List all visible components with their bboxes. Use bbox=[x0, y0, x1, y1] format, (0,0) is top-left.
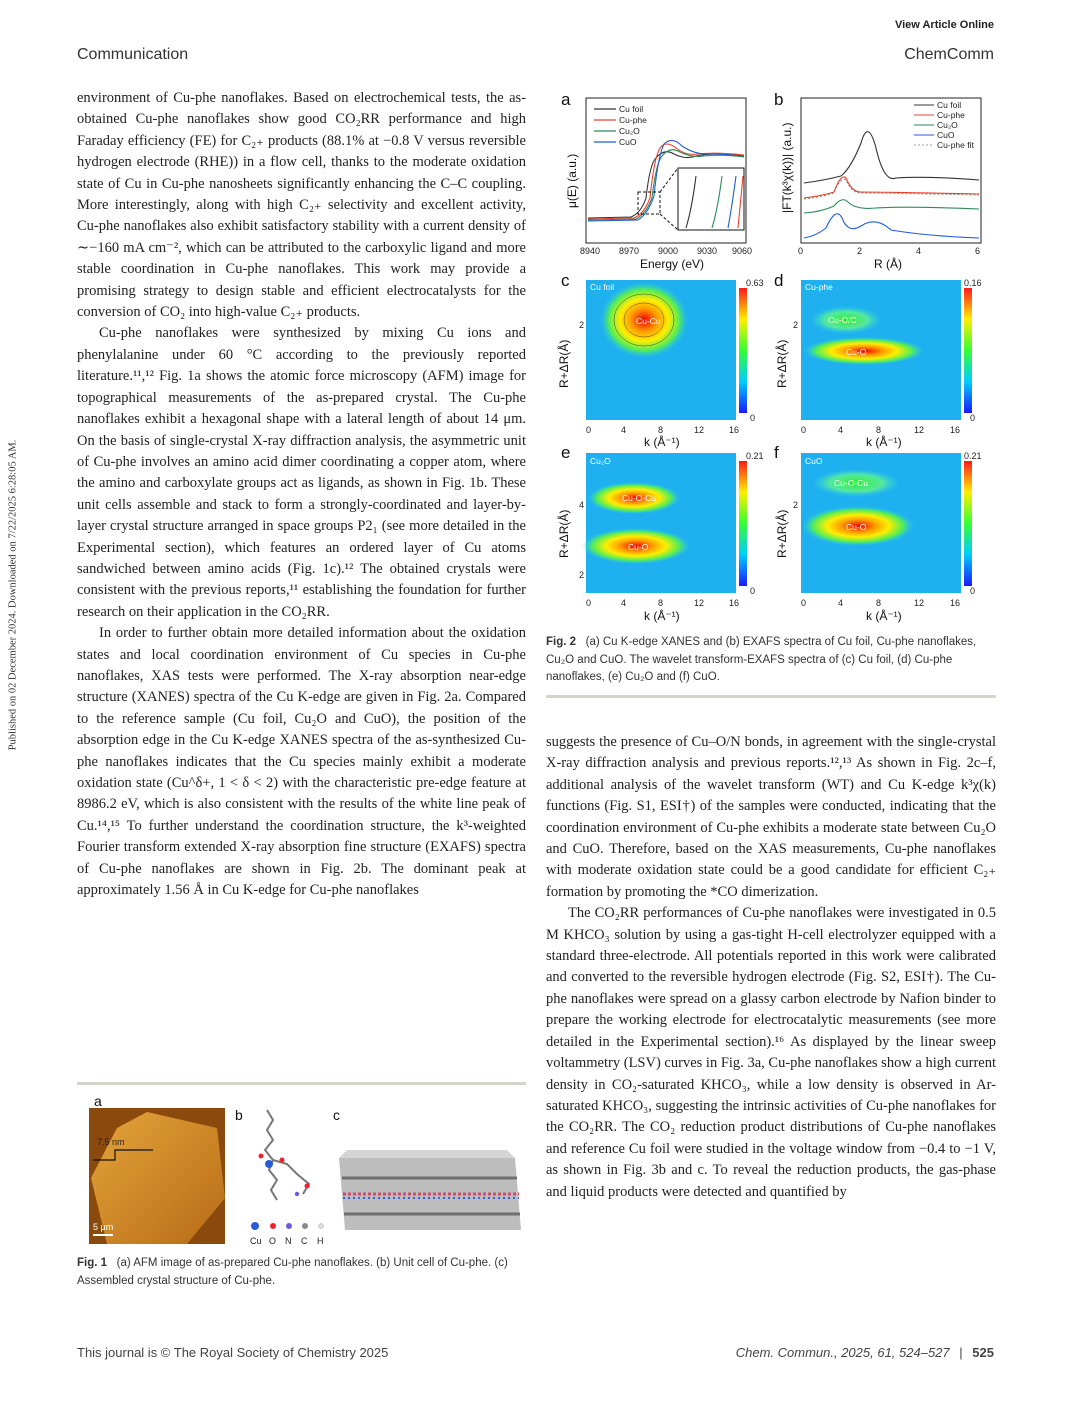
svg-text:4: 4 bbox=[621, 598, 627, 608]
zoom-box bbox=[638, 192, 660, 214]
svg-text:R+ΔR(Å): R+ΔR(Å) bbox=[775, 509, 789, 558]
svg-text:0.21: 0.21 bbox=[964, 451, 982, 461]
atom-legend bbox=[250, 1222, 324, 1246]
paragraph: In order to further obtain more detailed information about the oxidation states and local coordination environment of Cu species in Cu-phe nanoflakes, XAS tests were performed. The X-ray absorption near-edge structure (XANES) spectra of the Cu K-edge are given in Fig. 2a. Compared to the reference sample (Cu foil, Cu₂O and CuO), the position of the absorption edge in the Cu K-edge XANES spectra of the as-synthesized Cu-phe nanoflakes indicates that the Cu species mainly exhibit a moderate oxidation state (Cu^δ+, 1 < δ < 2) with the characteristic pre-edge feature at 8986.2 eV, which is also consistent with the results of the white line peak of Cu.¹⁴,¹⁵ To further understand the coordination structure, the k³-weighted Fourier transform extended X-ray absorption fine structure (EXAFS) spectra of Cu-phe nanoflakes are shown in Fig. 2b. The dominant peak at approximately 1.56 Å in Cu K-edge for Cu-phe nanoflakes bbox=[77, 625, 526, 899]
svg-text:9060: 9060 bbox=[732, 246, 753, 256]
panel-letter-a: a bbox=[561, 90, 571, 109]
svg-text:16: 16 bbox=[729, 425, 740, 435]
colorbar-d bbox=[964, 288, 972, 413]
svg-text:0: 0 bbox=[586, 425, 592, 435]
wt-d-peak-1: Cu-O/C bbox=[828, 315, 857, 325]
svg-text:12: 12 bbox=[694, 425, 705, 435]
legend-cuo: CuO bbox=[619, 137, 637, 147]
colorbar-e bbox=[739, 461, 747, 586]
svg-text:k (Å⁻¹): k (Å⁻¹) bbox=[866, 435, 902, 449]
figure-1 bbox=[77, 1098, 526, 1250]
svg-text:0: 0 bbox=[798, 246, 804, 256]
svg-text:Cu-phe fit: Cu-phe fit bbox=[937, 140, 974, 150]
svg-text:Cu-phe: Cu-phe bbox=[937, 110, 965, 120]
legend-cu2o: Cu₂O bbox=[619, 126, 640, 136]
svg-text:0.21: 0.21 bbox=[746, 451, 764, 461]
panel-b-ylabel: |FT(k³χ(k))| (a.u.) bbox=[780, 122, 794, 213]
view-article-online-link[interactable]: View Article Online bbox=[894, 19, 994, 31]
svg-text:4: 4 bbox=[579, 500, 585, 510]
wt-f-peak-1: Cu-O-Cu bbox=[834, 478, 869, 488]
crystal-stack bbox=[339, 1150, 521, 1230]
wt-f-peak-2: Cu-O bbox=[846, 522, 867, 532]
panel-b-legend bbox=[914, 100, 974, 150]
wt-c-sample: Cu foil bbox=[590, 282, 615, 292]
wt-d-peak-2: Cu-O bbox=[846, 347, 867, 357]
svg-text:0: 0 bbox=[970, 586, 976, 596]
svg-text:k (Å⁻¹): k (Å⁻¹) bbox=[866, 609, 902, 623]
svg-text:8940: 8940 bbox=[580, 246, 601, 256]
figure-1-rule bbox=[77, 1082, 526, 1085]
fig1-letter-b: b bbox=[235, 1107, 243, 1123]
left-column bbox=[77, 88, 526, 901]
svg-text:C: C bbox=[301, 1236, 308, 1246]
figure-1-caption-text: (a) AFM image of as-prepared Cu-phe nanoflakes. (b) Unit cell of Cu-phe. (c) Assembled crystal structure of Cu-phe. bbox=[77, 1257, 508, 1287]
panel-a-xlabel: Energy (eV) bbox=[640, 257, 705, 271]
panel-letter-c: c bbox=[561, 271, 570, 290]
svg-text:0: 0 bbox=[750, 586, 756, 596]
svg-text:R+ΔR(Å): R+ΔR(Å) bbox=[557, 339, 571, 388]
svg-text:CuO: CuO bbox=[937, 130, 955, 140]
svg-text:0.16: 0.16 bbox=[964, 278, 982, 288]
panel-b-xticks bbox=[798, 246, 980, 256]
svg-text:12: 12 bbox=[914, 425, 925, 435]
journal-citation: Chem. Commun., 2025, 61, 524–527 bbox=[735, 1345, 950, 1360]
paragraph: The CO₂RR performances of Cu-phe nanoflakes were investigated in 0.5 M KHCO₃ solution by using a gas-tight H-cell electrolyzer equipped with a standard three-electrode. All potentials reported in this work were calibrated and converted to the reversible hydrogen electrode (Fig. S2, ESI†). The Cu-phe nanoflakes were spread on a glassy carbon electrode by Nafion binder to prepare the working electrode for electrocatalytic measurements (see more detailed in the Experimental section).¹⁶ As displayed by the linear sweep voltammetry (LSV) curves in Fig. 3a, Cu-phe nanoflakes show a high current density in CO₂-saturated KHCO₃, while a low density is observed in Ar-saturated KHCO₃, suggesting the intrinsic activities of Cu-phe nanoflakes for the CO₂RR. The CO₂ reduction product distributions of Cu-phe nanoflakes and reference Cu foil were studied in the voltage window from −0.4 to −1 V, as shown in Fig. 3b and c. To reveal the reduction products, the gas-phase and liquid products were detected and quantified by bbox=[546, 905, 996, 1200]
figure-2-caption bbox=[546, 634, 996, 687]
svg-text:H: H bbox=[317, 1236, 324, 1246]
svg-text:16: 16 bbox=[950, 598, 961, 608]
svg-text:16: 16 bbox=[729, 598, 740, 608]
paragraph: Cu-phe nanoflakes were synthesized by mixing Cu ions and phenylalanine under 60 °C according to the previously reported literature.¹¹,¹² Fig. 1a shows the atomic force microscopy (AFM) image for topographical measurements of the as-prepared crystal. The Cu-phe nanoflakes exhibit a hexagonal shape with a lateral length of about 14 μm. On the basis of single-crystal X-ray diffraction analysis, the asymmetric unit of Cu-phe involves an amino acid dimer coordinating a copper atom, where the amino and carboxylate groups act as ligands, as shown in Fig. 1b. These unit cells assemble and stack to form a strongly-coordinated and layer-by-layer crystal structure arranged in space groups P2₁ (see more detailed in the Experimental section), which features an ordered layer of Cu atoms sandwiched between amino acids (Fig. 1c).¹² The obtained crystals were consistent with the previous reports,¹¹ establishing the foundation for further research on their application in the CO₂RR. bbox=[77, 325, 526, 620]
svg-text:9030: 9030 bbox=[697, 246, 718, 256]
svg-text:2: 2 bbox=[793, 500, 799, 510]
paragraph: environment of Cu-phe nanoflakes. Based on electrochemical tests, the as-obtained Cu-phe nanoflakes show good CO₂RR performance and high Faraday efficiency (FE) for C₂₊ products (88.1% at −0.8 V versus reversible hydrogen electrode (RHE)) in a flow cell, thanks to the moderate oxidation state of Cu in Cu-phe nanosheets significantly enhancing the C–C coupling. More interestingly, along with high C₂₊ selectivity and excellent activity, Cu-phe nanoflakes also exhibit satisfactory stability with a current density of ∼−160 mA cm⁻², which can be attributed to the carboxylic ligand and more stable coordination in Cu-phe nanoflakes. This work may provide a promising strategy to design stable and efficient electrocatalysts for the conversion of CO₂ into high-value C₂₊ products. bbox=[77, 90, 526, 321]
panel-a-xticks bbox=[580, 246, 752, 256]
citation-footer: Chem. Commun., 2025, 61, 524–527 | 525 bbox=[735, 1345, 994, 1360]
fig1-letter-c: c bbox=[333, 1107, 340, 1123]
svg-text:0: 0 bbox=[801, 425, 807, 435]
svg-text:16: 16 bbox=[950, 425, 961, 435]
svg-text:k (Å⁻¹): k (Å⁻¹) bbox=[644, 435, 680, 449]
wt-e-peak-1: Cu-O-Cu bbox=[622, 493, 657, 503]
page-number: 525 bbox=[972, 1345, 994, 1360]
svg-text:2: 2 bbox=[857, 246, 863, 256]
svg-text:k (Å⁻¹): k (Å⁻¹) bbox=[644, 609, 680, 623]
svg-text:2: 2 bbox=[579, 570, 585, 580]
svg-text:0: 0 bbox=[586, 598, 592, 608]
legend-cu-foil: Cu foil bbox=[619, 104, 644, 114]
panel-a-ylabel: μ(E) (a.u.) bbox=[565, 153, 579, 208]
svg-text:Cu foil: Cu foil bbox=[937, 100, 962, 110]
svg-text:Cu₂O: Cu₂O bbox=[937, 120, 958, 130]
panel-b-xlabel: R (Å) bbox=[874, 257, 902, 271]
svg-text:N: N bbox=[285, 1236, 292, 1246]
margin-note-text: Published on 02 December 2024. Downloaded on 7/22/2025 6:28:05 AM. bbox=[7, 439, 19, 751]
afm-scale-label: 5 μm bbox=[93, 1222, 114, 1232]
figure-2-rule bbox=[546, 695, 996, 698]
svg-text:0: 0 bbox=[801, 598, 807, 608]
svg-text:4: 4 bbox=[621, 425, 627, 435]
figure-2-caption-text: (a) Cu K-edge XANES and (b) EXAFS spectra of Cu foil, Cu-phe nanoflakes, Cu₂O and CuO. The wavelet transform-EXAFS spectra of (c) Cu foil, (d) Cu-phe nanoflakes, (e) Cu₂O and (f) CuO. bbox=[546, 636, 977, 683]
section-label: Communication bbox=[77, 46, 189, 63]
svg-text:R+ΔR(Å): R+ΔR(Å) bbox=[775, 339, 789, 388]
svg-text:O: O bbox=[269, 1236, 277, 1246]
colorbar-f bbox=[964, 461, 972, 586]
svg-text:9000: 9000 bbox=[658, 246, 679, 256]
panel-letter-b: b bbox=[774, 90, 784, 109]
svg-text:0.63: 0.63 bbox=[746, 278, 764, 288]
svg-text:4: 4 bbox=[916, 246, 922, 256]
svg-text:12: 12 bbox=[694, 598, 705, 608]
svg-text:8: 8 bbox=[658, 598, 664, 608]
figure-1-label: Fig. 1 bbox=[77, 1257, 108, 1269]
figure-2 bbox=[546, 88, 996, 626]
svg-text:6: 6 bbox=[975, 246, 981, 256]
figure-2-label: Fig. 2 bbox=[546, 636, 577, 648]
unit-cell-structure bbox=[265, 1110, 309, 1200]
panel-letter-e: e bbox=[561, 443, 571, 462]
svg-text:12: 12 bbox=[914, 598, 925, 608]
svg-text:2: 2 bbox=[579, 320, 585, 330]
wt-map-e bbox=[586, 453, 736, 593]
paragraph: suggests the presence of Cu–O/N bonds, in agreement with the single-crystal X-ray diffraction analysis and previous reports.¹²,¹³ As shown in Fig. 2c–f, additional analysis of the wavelet transform (WT) and Cu K-edge k³χ(k) functions (Fig. S1, ESI†) of the samples were conducted, indicating that the coordination environment of Cu-phe exhibits a moderate state between Cu₂O and CuO. Therefore, based on the XAS measurements, Cu-phe nanoflakes with moderate oxidation state could be a good candidate for efficient C₂₊ formation by promoting the *CO dimerization. bbox=[546, 734, 996, 900]
svg-text:8: 8 bbox=[658, 425, 664, 435]
wt-d-sample: Cu-phe bbox=[805, 282, 833, 292]
svg-text:8: 8 bbox=[876, 425, 882, 435]
wt-e-peak-2: Cu-O bbox=[628, 542, 649, 552]
journal-name: ChemComm bbox=[904, 46, 994, 63]
panel-a-legend bbox=[594, 104, 647, 147]
fig1-letter-a: a bbox=[94, 1098, 102, 1109]
svg-text:4: 4 bbox=[838, 598, 844, 608]
svg-text:4: 4 bbox=[838, 425, 844, 435]
copyright-footer: This journal is © The Royal Society of Chemistry 2025 bbox=[77, 1345, 389, 1360]
svg-text:0: 0 bbox=[750, 413, 756, 423]
legend-cu-phe: Cu-phe bbox=[619, 115, 647, 125]
svg-text:Cu: Cu bbox=[250, 1236, 262, 1246]
panel-letter-d: d bbox=[774, 271, 784, 290]
svg-text:0: 0 bbox=[970, 413, 976, 423]
wt-f-sample: CuO bbox=[805, 456, 823, 466]
wt-c-peak: Cu-Cu bbox=[636, 316, 661, 326]
publication-margin-note bbox=[4, 380, 22, 810]
afm-height-label: 7.5 nm bbox=[97, 1137, 125, 1147]
svg-text:2: 2 bbox=[793, 320, 799, 330]
svg-text:8970: 8970 bbox=[619, 246, 640, 256]
colorbar-c bbox=[739, 288, 747, 413]
right-column bbox=[546, 732, 996, 1203]
svg-text:R+ΔR(Å): R+ΔR(Å) bbox=[557, 509, 571, 558]
figure-1-caption bbox=[77, 1255, 526, 1290]
svg-text:8: 8 bbox=[876, 598, 882, 608]
panel-letter-f: f bbox=[774, 443, 779, 462]
wt-e-sample: Cu₂O bbox=[590, 456, 611, 466]
